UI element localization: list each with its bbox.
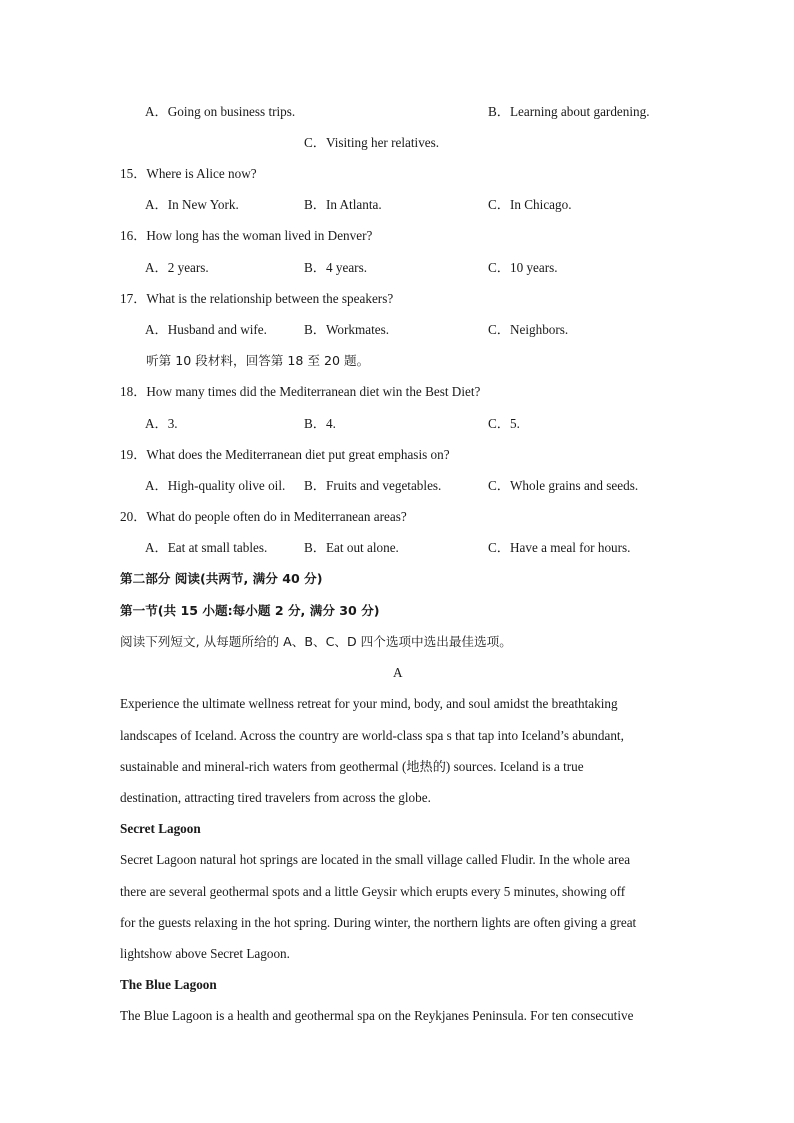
q18-option-b: B．4.: [304, 416, 336, 431]
q17-option-a: A．Husband and wife.: [145, 322, 267, 337]
secret-lagoon-line: Secret Lagoon natural hot springs are located in the small village called Fludir. In the whole area: [120, 852, 631, 867]
q18-option-c: C．5.: [488, 416, 520, 431]
q16-option-b: B．4 years.: [304, 260, 367, 275]
part2-title: 第二部分 阅读(共两节, 满分 40 分): [120, 571, 323, 586]
intro-line: Experience the ultimate wellness retreat for your mind, body, and soul amidst the breathtaking: [120, 696, 618, 711]
q14-option-c: C．Visiting her relatives.: [304, 135, 440, 150]
q17-stem: 17．What is the relationship between the speakers?: [120, 291, 394, 306]
q16-option-a: A．2 years.: [145, 260, 209, 275]
q14-option-b: B．Learning about gardening.: [488, 104, 650, 119]
q15-option-a: A．In New York.: [145, 197, 239, 212]
section1-title: 第一节(共 15 小题:每小题 2 分, 满分 30 分): [120, 603, 380, 618]
blue-lagoon-line: The Blue Lagoon is a health and geothermal spa on the Reykjanes Peninsula. For ten consecutive: [120, 1008, 634, 1023]
q18-stem: 18．How many times did the Mediterranean diet win the Best Diet?: [120, 384, 481, 399]
q20-option-a: A．Eat at small tables.: [145, 540, 268, 555]
q18-option-a: A．3.: [145, 416, 178, 431]
secret-lagoon-line: there are several geothermal spots and a little Geysir which erupts every 5 minutes, showing off: [120, 884, 626, 899]
q20-option-c: C．Have a meal for hours.: [488, 540, 631, 555]
q16-stem: 16．How long has the woman lived in Denver?: [120, 228, 373, 243]
q19-option-a: A．High-quality olive oil.: [145, 478, 286, 493]
secret-lagoon-heading: Secret Lagoon: [120, 821, 201, 836]
reading-instruction: 阅读下列短文, 从每题所给的 A、B、C、D 四个选项中选出最佳选项。: [120, 634, 512, 649]
secret-lagoon-line: lightshow above Secret Lagoon.: [120, 946, 290, 961]
q15-option-c: C．In Chicago.: [488, 197, 572, 212]
q17-option-c: C．Neighbors.: [488, 322, 569, 337]
blue-lagoon-heading: The Blue Lagoon: [120, 977, 217, 992]
q20-stem: 20．What do people often do in Mediterranean areas?: [120, 509, 407, 524]
q15-option-b: B．In Atlanta.: [304, 197, 382, 212]
q17-option-b: B．Workmates.: [304, 322, 390, 337]
q20-option-b: B．Eat out alone.: [304, 540, 399, 555]
listening-instruction: 听第 10 段材料，回答第 18 至 20 题。: [146, 353, 370, 368]
q15-stem: 15．Where is Alice now?: [120, 166, 257, 181]
q14-option-a: A．Going on business trips.: [145, 104, 296, 119]
q19-option-c: C．Whole grains and seeds.: [488, 478, 639, 493]
secret-lagoon-line: for the guests relaxing in the hot spring. During winter, the northern lights are often giving a great: [120, 915, 637, 930]
intro-line: sustainable and mineral-rich waters from geothermal (地热的) sources. Iceland is a true: [120, 759, 584, 774]
intro-line: landscapes of Iceland. Across the country are world-class spa s that tap into Iceland’s abundant,: [120, 728, 624, 743]
q19-stem: 19．What does the Mediterranean diet put great emphasis on?: [120, 447, 450, 462]
passage-label: A: [393, 665, 403, 680]
intro-line: destination, attracting tired travelers from across the globe.: [120, 790, 431, 805]
q16-option-c: C．10 years.: [488, 260, 558, 275]
q19-option-b: B．Fruits and vegetables.: [304, 478, 442, 493]
